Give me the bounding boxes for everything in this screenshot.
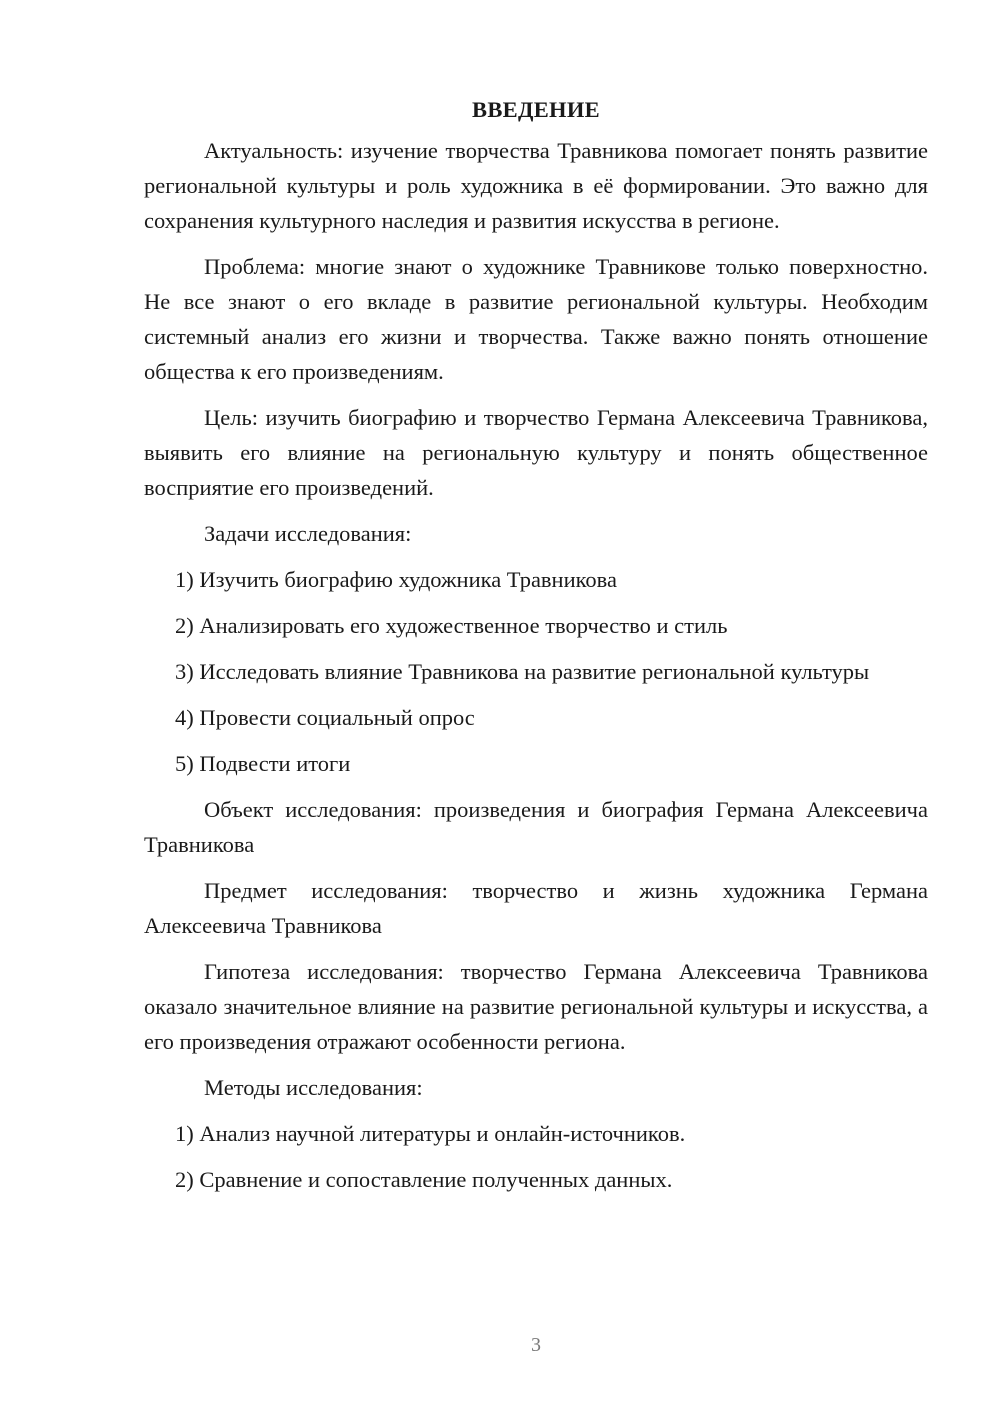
task-item-5: 5) Подвести итоги [175,751,351,776]
task-item-3: 3) Исследовать влияние Травникова на развитие региональной культуры [175,659,870,684]
method-item-2: 2) Сравнение и сопоставление полученных данных. [175,1167,673,1192]
method-item-1: 1) Анализ научной литературы и онлайн-источников. [175,1121,686,1146]
relevance-paragraph: Актуальность: изучение творчества Травникова помогает понять развитие региональной культуры и роль художника в её формировании. Это важно для сохранения культурного наследия и развития искусства в регионе. [144,138,928,233]
task-item-4: 4) Провести социальный опрос [175,705,475,730]
page-number: 3 [531,1334,541,1356]
methods-heading: Методы исследования: [204,1075,423,1100]
goal-paragraph: Цель: изучить биографию и творчество Германа Алексеевича Травникова, выявить его влияние на региональную культуру и понять общественное восприятие его произведений. [144,405,928,500]
tasks-heading: Задачи исследования: [204,521,412,546]
task-item-2: 2) Анализировать его художественное творчество и стиль [175,613,728,638]
subject-paragraph: Предмет исследования: творчество и жизнь художника Германа Алексеевича Травникова [144,878,928,938]
object-paragraph: Объект исследования: произведения и биография Германа Алексеевича Травникова [144,797,928,857]
task-item-1: 1) Изучить биографию художника Травникова [175,567,617,592]
page-content [144,92,928,1208]
problem-paragraph: Проблема: многие знают о художнике Травникове только поверхностно. Не все знают о его вкладе в развитие региональной культуры. Необходим системный анализ его жизни и творчества. Также важно понять отношение общества к его произведениям. [144,254,928,384]
hypothesis-paragraph: Гипотеза исследования: творчество Германа Алексеевича Травникова оказало значительное влияние на развитие региональной культуры и искусства, а его произведения отражают особенности региона. [144,959,928,1054]
page-title: ВВЕДЕНИЕ [472,97,600,122]
